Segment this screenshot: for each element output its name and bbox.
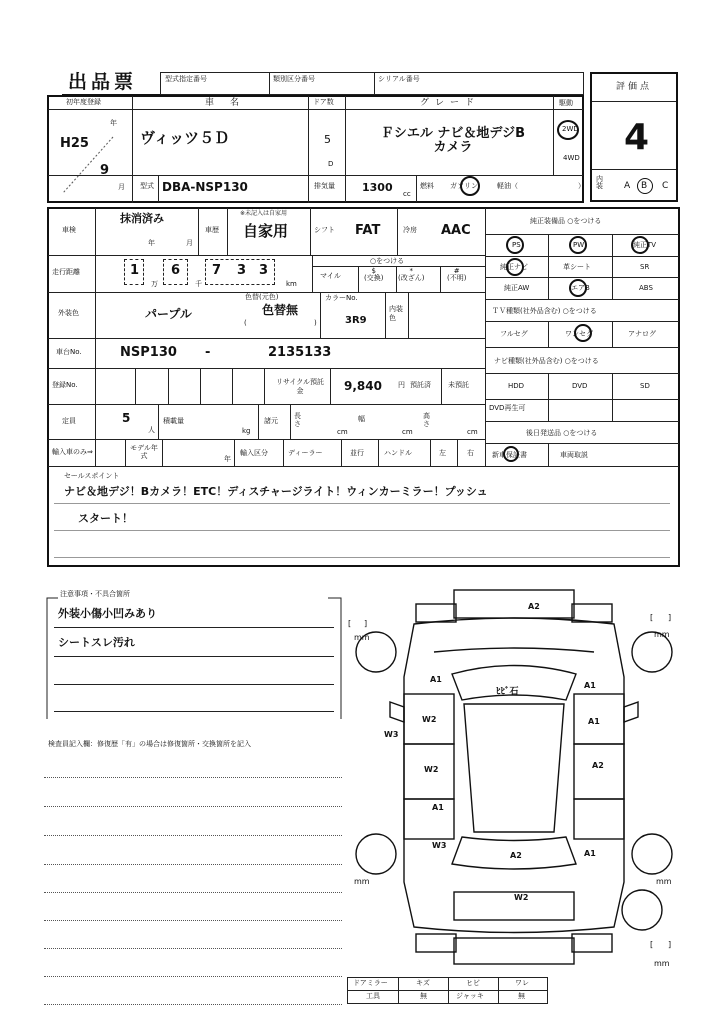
diagram-marks-5: A1 (588, 717, 600, 726)
interior-b: B (641, 181, 648, 191)
diagram-marks-6: W3 (384, 730, 399, 739)
ac-value: AAC (441, 223, 471, 238)
mileage-alt: * (改ざん) (398, 267, 425, 282)
chassis-label: 車台No. (56, 348, 82, 356)
mileage-label: 走行距離 (52, 268, 80, 276)
diagram-marks-2: ﾋﾋﾞ石 (496, 687, 519, 697)
color-int_label: 内装色 (389, 305, 403, 322)
interior-a: A (624, 181, 631, 191)
diagram-marks-12: A1 (584, 849, 596, 858)
diagram-marks-7: W2 (424, 765, 439, 774)
capacity-cm: cm (337, 428, 348, 436)
color-change_value: 色替無 (262, 303, 299, 317)
navi-opts-2: SD (640, 382, 650, 390)
footer-table (347, 977, 548, 1004)
import-right: 右 (467, 449, 474, 457)
history-value: 自家用 (243, 222, 289, 240)
diagram-mm: mm (656, 877, 672, 886)
first-reg-era: H25 (60, 136, 89, 151)
color-change_label: 色替(元色) (245, 293, 279, 301)
chassis-dash: - (205, 345, 211, 360)
diagram-bl: [ (650, 613, 654, 622)
capacity-value: 5 (122, 411, 131, 425)
import-model_year: モデル年式 (130, 444, 158, 460)
mileage-d-0: 1 (130, 263, 140, 278)
diagram-marks-1: A1 (430, 675, 442, 684)
mileage-d-2: 7 (212, 263, 222, 278)
hdr-model_no_label: 型式指定番号 (165, 75, 207, 83)
mileage-exch: $ (交換) (364, 267, 384, 282)
genuine-r1-1: PW (573, 241, 585, 249)
first_reg-month: 9 (100, 163, 110, 178)
diagram-marks-4: W2 (422, 715, 437, 724)
navi-title: ナビ種類(社外品含む) ○をつける (494, 357, 599, 365)
grade-label: グレード (420, 98, 481, 108)
first_reg-month_unit: 月 (118, 183, 125, 191)
capacity-len: 長さ (294, 412, 301, 428)
interior-c: C (662, 181, 669, 191)
color-code_label: カラーNo. (325, 294, 358, 302)
drive-label: 駆動 (559, 99, 573, 107)
genuine-r3-2: ABS (639, 284, 653, 292)
navi-circle (506, 258, 524, 276)
capacity-cm: cm (467, 428, 478, 436)
diagram-bl: [ (650, 940, 654, 949)
diagram-mm: mm (654, 959, 670, 968)
diagram-marks-8: A2 (592, 761, 604, 770)
import-dealer: ディーラー (288, 449, 323, 457)
sales-label: セールスポイント (64, 472, 120, 480)
registration-paid: 預託済 (410, 381, 431, 389)
mileage-unk: # (不明) (447, 267, 467, 282)
genuine-r3-1: エアB (571, 284, 590, 292)
sales-line-1: ナビ＆地デジ！Bカメラ！ETC！ディスチャージライト！ウィンカーミラー！プッシュ (64, 485, 488, 498)
notes-label: 注意事項・不具合箇所 (60, 590, 130, 598)
later-title: 後日発送品 ○をつける (526, 429, 598, 437)
import-year: 年 (224, 455, 231, 463)
mileage-tsukeru: ○をつける (370, 257, 405, 265)
fuel-light: 軽油（ (497, 182, 518, 190)
navi-dvd: DVD再生可 (489, 404, 526, 412)
header-codes (160, 72, 584, 95)
inspection-y: 年 (148, 239, 155, 247)
footer-v-0: 工具 (366, 992, 380, 1000)
footer-h-1: キズ (416, 979, 430, 987)
tv-circle (631, 236, 649, 254)
registration-recycle: 9,840 (344, 379, 382, 393)
capacity-wid: 幅 (358, 415, 365, 423)
mileage-man: 万 (151, 280, 158, 288)
history-label: 車歴 (205, 226, 219, 234)
drive-opt1: 2WD (562, 125, 579, 133)
tv-opts-2: アナログ (628, 330, 656, 338)
color-value: パープル (145, 307, 192, 321)
diagram-br: ] (668, 613, 672, 622)
capacity-label: 定員 (62, 417, 76, 425)
ac-label: 冷房 (403, 226, 417, 234)
car_name-label: 車名 (205, 98, 256, 108)
capacity-kg: kg (242, 427, 251, 435)
rating-value: 4 (624, 117, 650, 158)
doors-label: ドア数 (313, 98, 334, 106)
car-name: ヴィッツ５Ｄ (140, 129, 230, 147)
tv-title: ＴＶ種類(社外品含む) ○をつける (492, 307, 597, 315)
footer-v-2: ジャッキ (456, 992, 484, 1000)
diagram-marks-11: A2 (510, 851, 522, 860)
footer-h-2: ヒビ (466, 979, 480, 987)
first_reg-label: 初年度登録 (66, 98, 101, 106)
footer-h-3: ワレ (515, 979, 529, 987)
tv-opts-1: ワンセグ (565, 330, 593, 338)
later-o1: 新車保証書 (492, 451, 527, 459)
type-value: DBA-NSP130 (162, 180, 248, 194)
displacement-value: 1300 (362, 181, 393, 194)
import-class_label: 輸入区分 (240, 449, 268, 457)
import-parallel: 並行 (350, 449, 364, 457)
mileage-sen: 千 (195, 280, 202, 288)
genuine-r3-0: 純正AW (504, 284, 530, 292)
import-label: 輸入車のみ⇒ (52, 448, 93, 456)
type-label: 型式 (140, 182, 154, 190)
interior-label: 内装 (596, 175, 603, 190)
diagram-br: ] (668, 940, 672, 949)
genuine-r2-2: SR (640, 263, 650, 271)
hdr-class_no_label: 類別区分番号 (273, 75, 315, 83)
diagram-mm: mm (354, 877, 370, 886)
sales-line-2: スタート！ (78, 512, 133, 525)
diagram-marks-3: A1 (584, 681, 596, 690)
displacement-unit: cc (403, 190, 411, 198)
color-code: 3R9 (345, 315, 367, 326)
doors-value: 5 (324, 133, 331, 146)
footer-v-3: 無 (518, 992, 525, 1000)
notes-line-2: シートスレ汚れ (58, 636, 135, 649)
fuel-gasoline: ガソリン (450, 182, 478, 190)
form-title: 出品票 (68, 71, 138, 93)
genuine-r1-2: 純正TV (633, 241, 657, 249)
mileage-d-1: 6 (171, 263, 181, 278)
ps-circle (506, 236, 524, 254)
hdr-serial_label: シリアル番号 (378, 75, 420, 83)
oneseg-circle (574, 324, 592, 342)
warranty-circle (503, 446, 519, 462)
later-o2: 車両取説 (560, 451, 588, 459)
diagram-marks-9: A1 (432, 803, 444, 812)
grade-value: Ｆシエル ナビ＆地デジBカメラ (380, 126, 526, 155)
genuine-r1-0: PS (512, 241, 521, 249)
capacity-hgt: 高さ (423, 412, 430, 428)
inspection-label: 車検 (62, 226, 76, 234)
diagram-marks-10: W3 (432, 841, 447, 850)
color-label: 外装色 (58, 309, 79, 317)
shift-value: FAT (355, 223, 381, 238)
registration-unpaid: 未預託 (448, 381, 469, 389)
diagram-marks-13: W2 (514, 893, 529, 902)
pw-circle (569, 236, 587, 254)
inspection-value: 抹消済み (120, 212, 164, 225)
registration-label: 登録No. (52, 381, 78, 389)
chassis-num: 2135133 (268, 345, 332, 360)
footer-v-1: 無 (420, 992, 427, 1000)
navi-opts-0: HDD (508, 382, 525, 390)
notes-line-1: 外装小傷小凹みあり (58, 607, 157, 620)
color-paren_r: ) (314, 319, 317, 327)
first_reg-year_unit: 年 (110, 119, 117, 127)
inspector-label: 検査員記入欄：修復歴「有」の場合は修復箇所・交換箇所を記入 (48, 740, 251, 748)
airbag-circle (569, 279, 587, 297)
displacement-label: 排気量 (314, 182, 335, 190)
history-note: ※未記入は自家用 (240, 210, 288, 217)
import-handle: ハンドル (384, 449, 412, 457)
diagram-bl: [ (348, 619, 352, 628)
diagram-br: ] (364, 619, 368, 628)
genuine-r2-1: 革シート (563, 263, 591, 271)
capacity-load: 積載量 (163, 417, 184, 425)
mileage-mile: マイル (320, 272, 341, 280)
mileage-d-4: 3 (259, 263, 269, 278)
capacity-dims: 諸元 (264, 417, 278, 425)
drive-2wd-circle (557, 120, 579, 140)
capacity-unit: 人 (148, 426, 155, 434)
fuel-gasoline-circle (460, 176, 480, 196)
color-paren_l: ( (244, 319, 247, 327)
drive-opt2: 4WD (563, 154, 580, 162)
fuel-close: ） (578, 182, 585, 190)
registration-unit: 円 (398, 381, 405, 389)
footer-h-0: ドアミラー (353, 979, 388, 987)
genuine-title: 純正装備品 ○をつける (530, 217, 602, 225)
capacity-cm: cm (402, 428, 413, 436)
diagram-mm: mm (354, 633, 370, 642)
genuine-r2-0: 純正ナビ (500, 263, 528, 271)
shift-label: シフト (314, 226, 335, 234)
mark-a2-front: A2 (528, 602, 540, 611)
doors-unit: D (328, 160, 334, 168)
tv-opts-0: フルセグ (500, 330, 528, 338)
rating-label: 評価点 (616, 82, 653, 92)
fuel-label: 燃料 (420, 182, 434, 190)
import-left: 左 (439, 449, 446, 457)
navi-opts-1: DVD (572, 382, 588, 390)
rating-box (590, 72, 678, 202)
mileage-km: km (286, 280, 297, 288)
diagram-mm: mm (654, 630, 670, 639)
car-diagram (344, 582, 684, 972)
chassis-prefix: NSP130 (120, 345, 177, 360)
registration-recycle_label: リサイクル預託金 (275, 378, 325, 395)
mileage-d-3: 3 (237, 263, 247, 278)
inspection-m: 月 (186, 239, 193, 247)
